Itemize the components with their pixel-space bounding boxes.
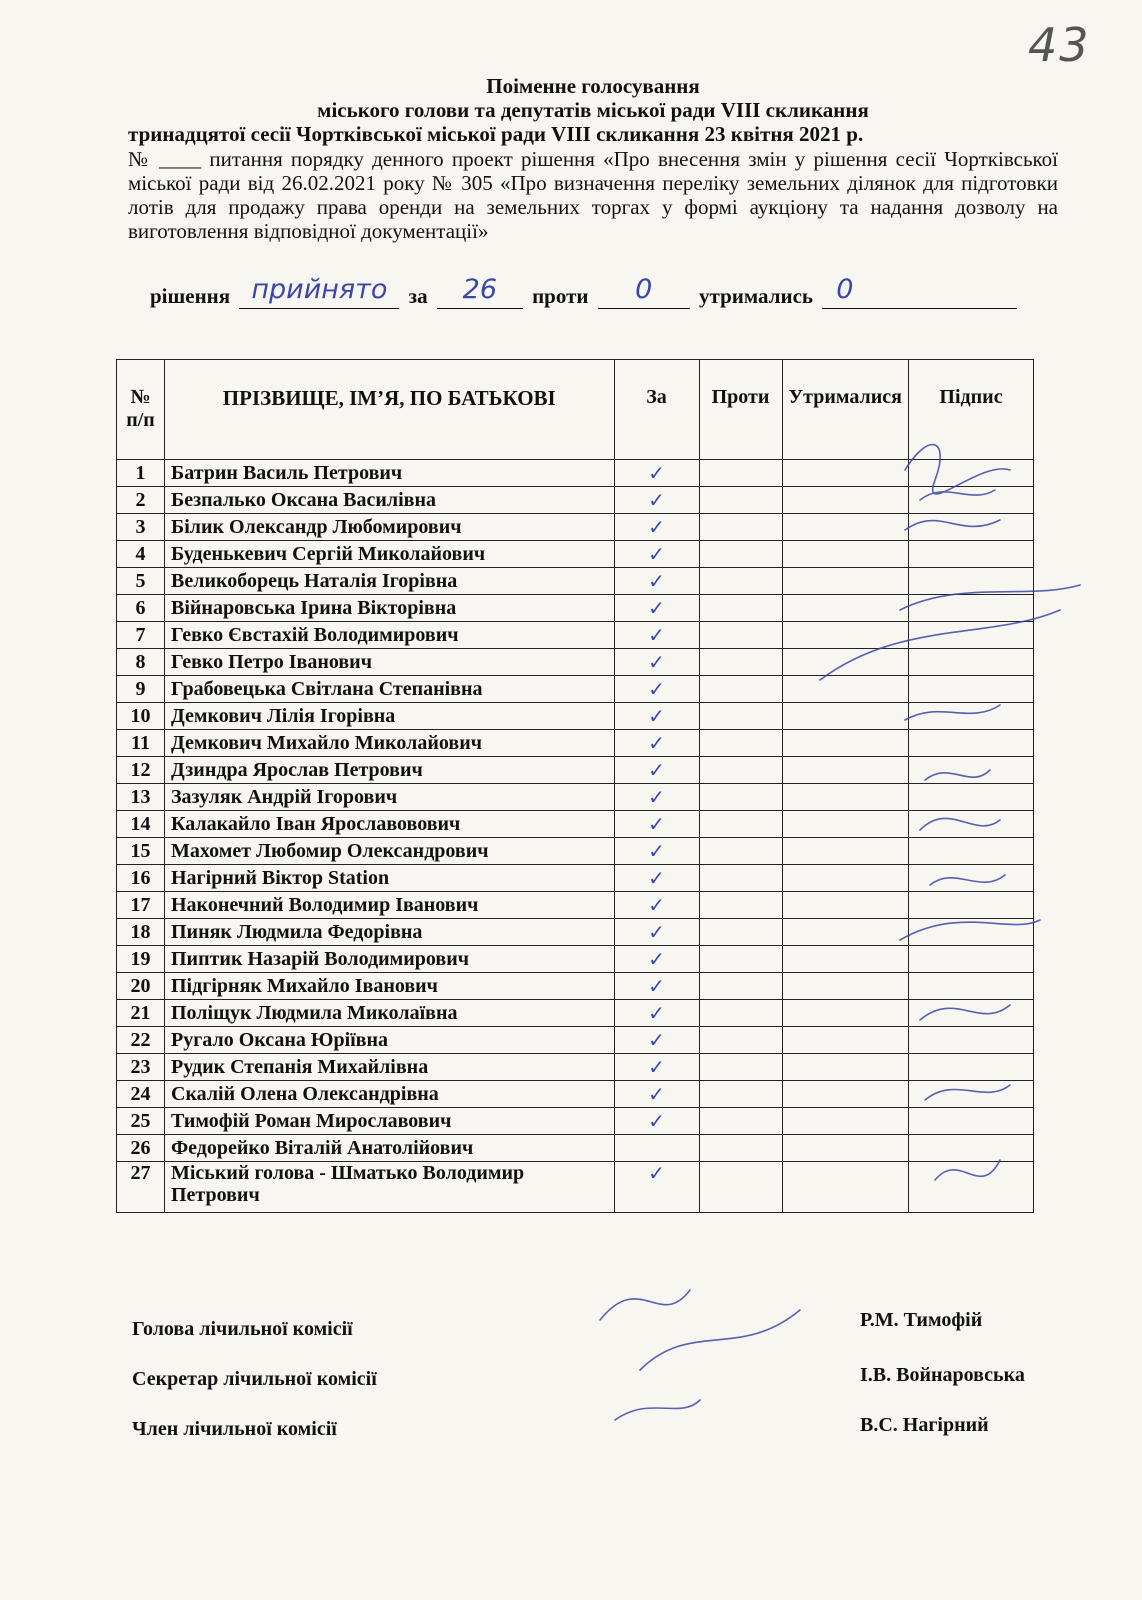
header-line-2: міського голови та депутатів міської ради VIII скликання xyxy=(317,98,869,122)
row-signature xyxy=(909,1081,1034,1108)
row-number: 2 xyxy=(117,487,165,514)
header-abstain: Утрималися xyxy=(782,360,909,460)
decision-value: прийнято xyxy=(251,274,388,305)
row-vote-for: ✓ xyxy=(614,703,699,730)
row-vote-abstain xyxy=(782,1162,909,1213)
row-vote-for: ✓ xyxy=(614,1054,699,1081)
row-name: Гевко Євстахій Володимирович xyxy=(165,622,615,649)
footer-role-1: Голова лічильної комісії xyxy=(132,1318,353,1340)
row-vote-abstain xyxy=(782,1108,909,1135)
table-row xyxy=(117,514,1034,541)
row-vote-for: ✓ xyxy=(614,946,699,973)
row-number: 5 xyxy=(117,568,165,595)
row-number: 12 xyxy=(117,757,165,784)
against-label: проти xyxy=(532,284,589,308)
row-number: 4 xyxy=(117,541,165,568)
row-number: 17 xyxy=(117,892,165,919)
row-vote-abstain xyxy=(782,838,909,865)
row-signature xyxy=(909,1000,1034,1027)
row-number: 8 xyxy=(117,649,165,676)
table-row xyxy=(117,730,1034,757)
row-signature xyxy=(909,595,1034,622)
row-vote-abstain xyxy=(782,919,909,946)
row-vote-abstain xyxy=(782,1000,909,1027)
row-vote-abstain xyxy=(782,811,909,838)
row-number: 11 xyxy=(117,730,165,757)
table-row xyxy=(117,1162,1034,1213)
row-name: Нагірний Віктор Station xyxy=(165,865,615,892)
row-signature xyxy=(909,838,1034,865)
row-signature xyxy=(909,730,1034,757)
row-vote-against xyxy=(699,1081,782,1108)
for-label: за xyxy=(408,284,428,308)
row-signature xyxy=(909,1135,1034,1162)
row-signature xyxy=(909,1162,1034,1213)
row-vote-for: ✓ xyxy=(614,1027,699,1054)
row-name: Зазуляк Андрій Ігорович xyxy=(165,784,615,811)
row-vote-abstain xyxy=(782,514,909,541)
row-name: Батрин Василь Петрович xyxy=(165,460,615,487)
row-vote-against xyxy=(699,487,782,514)
row-vote-against xyxy=(699,1054,782,1081)
row-vote-for: ✓ xyxy=(614,487,699,514)
row-name: Федорейко Віталій Анатолійович xyxy=(165,1135,615,1162)
row-vote-for: ✓ xyxy=(614,973,699,1000)
footer-role-3: Член лічильної комісії xyxy=(132,1418,337,1440)
row-number: 15 xyxy=(117,838,165,865)
row-signature xyxy=(909,1027,1034,1054)
row-signature xyxy=(909,973,1034,1000)
row-vote-for: ✓ xyxy=(614,1000,699,1027)
row-vote-for: ✓ xyxy=(614,514,699,541)
row-vote-abstain xyxy=(782,784,909,811)
row-name: Скалій Олена Олександрівна xyxy=(165,1081,615,1108)
row-vote-against xyxy=(699,541,782,568)
footer-signature-3 xyxy=(615,1400,700,1420)
row-signature xyxy=(909,676,1034,703)
row-name: Білик Олександр Любомирович xyxy=(165,514,615,541)
table-row xyxy=(117,487,1034,514)
row-signature xyxy=(909,892,1034,919)
row-vote-abstain xyxy=(782,568,909,595)
row-vote-for: ✓ xyxy=(614,730,699,757)
row-name: Буденькевич Сергій Миколайович xyxy=(165,541,615,568)
row-name: Грабовецька Світлана Степанівна xyxy=(165,676,615,703)
row-signature xyxy=(909,514,1034,541)
row-vote-for xyxy=(614,1135,699,1162)
row-name: Наконечний Володимир Іванович xyxy=(165,892,615,919)
table-row xyxy=(117,1000,1034,1027)
row-signature xyxy=(909,1108,1034,1135)
row-number: 26 xyxy=(117,1135,165,1162)
row-vote-against xyxy=(699,1027,782,1054)
table-row xyxy=(117,1135,1034,1162)
row-signature xyxy=(909,703,1034,730)
row-vote-for: ✓ xyxy=(614,541,699,568)
for-value: 26 xyxy=(462,274,497,305)
row-vote-abstain xyxy=(782,460,909,487)
table-row xyxy=(117,568,1034,595)
row-vote-abstain xyxy=(782,1054,909,1081)
decision-line xyxy=(150,274,1050,309)
table-row xyxy=(117,811,1034,838)
row-signature xyxy=(909,487,1034,514)
table-row xyxy=(117,1027,1034,1054)
row-name: Підгірняк Михайло Іванович xyxy=(165,973,615,1000)
against-field xyxy=(598,274,690,309)
row-name: Війнаровська Ірина Вікторівна xyxy=(165,595,615,622)
row-vote-against xyxy=(699,676,782,703)
row-signature xyxy=(909,460,1034,487)
header-for: За xyxy=(614,360,699,460)
row-vote-against xyxy=(699,1108,782,1135)
row-vote-abstain xyxy=(782,757,909,784)
row-number: 27 xyxy=(117,1162,165,1213)
footer-person-2: І.В. Войнаровська xyxy=(860,1364,1025,1386)
row-vote-abstain xyxy=(782,541,909,568)
table-row xyxy=(117,1081,1034,1108)
row-signature xyxy=(909,649,1034,676)
row-vote-for: ✓ xyxy=(614,811,699,838)
row-vote-against xyxy=(699,1135,782,1162)
row-vote-for: ✓ xyxy=(614,595,699,622)
row-number: 25 xyxy=(117,1108,165,1135)
row-vote-abstain xyxy=(782,622,909,649)
row-name: Великоборець Наталія Ігорівна xyxy=(165,568,615,595)
row-vote-against xyxy=(699,1000,782,1027)
footer-role-2: Секретар лічильної комісії xyxy=(132,1368,377,1390)
row-number: 16 xyxy=(117,865,165,892)
row-vote-for: ✓ xyxy=(614,676,699,703)
footer-signature-1 xyxy=(600,1290,690,1320)
footer-person-3: В.С. Нагірний xyxy=(860,1414,989,1436)
row-name: Міський голова - Шматько Володимир Петрович xyxy=(165,1162,615,1213)
row-number: 10 xyxy=(117,703,165,730)
row-vote-against xyxy=(699,784,782,811)
table-row xyxy=(117,703,1034,730)
row-signature xyxy=(909,919,1034,946)
row-signature xyxy=(909,811,1034,838)
row-number: 3 xyxy=(117,514,165,541)
row-vote-for: ✓ xyxy=(614,892,699,919)
row-signature xyxy=(909,757,1034,784)
row-number: 22 xyxy=(117,1027,165,1054)
row-name: Махомет Любомир Олександрович xyxy=(165,838,615,865)
abstain-value: 0 xyxy=(836,274,854,305)
row-vote-for: ✓ xyxy=(614,865,699,892)
row-name: Безпалько Оксана Василівна xyxy=(165,487,615,514)
table-row xyxy=(117,838,1034,865)
row-vote-abstain xyxy=(782,973,909,1000)
row-name: Пиптик Назарій Володимирович xyxy=(165,946,615,973)
row-vote-against xyxy=(699,892,782,919)
row-number: 1 xyxy=(117,460,165,487)
table-row xyxy=(117,1108,1034,1135)
row-vote-for: ✓ xyxy=(614,784,699,811)
row-number: 14 xyxy=(117,811,165,838)
table-row xyxy=(117,865,1034,892)
header-name: ПРІЗВИЩЕ, ІМ’Я, ПО БАТЬКОВІ xyxy=(165,360,615,460)
row-vote-abstain xyxy=(782,595,909,622)
row-vote-for: ✓ xyxy=(614,757,699,784)
page-number: 43 xyxy=(1028,18,1091,72)
row-vote-abstain xyxy=(782,487,909,514)
row-vote-for: ✓ xyxy=(614,919,699,946)
table-row xyxy=(117,757,1034,784)
row-signature xyxy=(909,541,1034,568)
footer-signature-2 xyxy=(640,1310,800,1370)
against-value: 0 xyxy=(635,274,653,305)
header-against: Проти xyxy=(699,360,782,460)
row-signature xyxy=(909,622,1034,649)
row-vote-for: ✓ xyxy=(614,568,699,595)
row-number: 20 xyxy=(117,973,165,1000)
abstain-label: утримались xyxy=(699,284,814,308)
document-header xyxy=(128,74,1058,243)
row-name: Демкович Лілія Ігорівна xyxy=(165,703,615,730)
row-signature xyxy=(909,865,1034,892)
table-header-row xyxy=(117,360,1034,460)
row-vote-abstain xyxy=(782,946,909,973)
row-signature xyxy=(909,946,1034,973)
row-vote-against xyxy=(699,460,782,487)
footer-person-1: Р.М. Тимофій xyxy=(860,1309,983,1331)
row-vote-abstain xyxy=(782,1081,909,1108)
row-vote-for: ✓ xyxy=(614,1081,699,1108)
row-number: 19 xyxy=(117,946,165,973)
row-name: Демкович Михайло Миколайович xyxy=(165,730,615,757)
row-signature xyxy=(909,1054,1034,1081)
row-vote-against xyxy=(699,649,782,676)
row-vote-abstain xyxy=(782,730,909,757)
table-row xyxy=(117,1054,1034,1081)
row-vote-for: ✓ xyxy=(614,649,699,676)
row-vote-for: ✓ xyxy=(614,622,699,649)
row-vote-against xyxy=(699,514,782,541)
table-row xyxy=(117,784,1034,811)
table-row xyxy=(117,919,1034,946)
row-vote-abstain xyxy=(782,676,909,703)
header-num: № п/п xyxy=(117,360,165,460)
decision-label: рішення xyxy=(150,284,231,308)
table-row xyxy=(117,649,1034,676)
row-vote-abstain xyxy=(782,1135,909,1162)
row-vote-for: ✓ xyxy=(614,460,699,487)
row-name: Тимофій Роман Мирославович xyxy=(165,1108,615,1135)
document-title: Поіменне голосування xyxy=(486,74,700,98)
row-vote-for: ✓ xyxy=(614,1108,699,1135)
row-signature xyxy=(909,568,1034,595)
row-number: 7 xyxy=(117,622,165,649)
table-row xyxy=(117,595,1034,622)
row-vote-abstain xyxy=(782,865,909,892)
row-name: Ругало Оксана Юріївна xyxy=(165,1027,615,1054)
row-name: Гевко Петро Іванович xyxy=(165,649,615,676)
row-vote-against xyxy=(699,919,782,946)
table-row xyxy=(117,946,1034,973)
table-row xyxy=(117,676,1034,703)
header-signature: Підпис xyxy=(909,360,1034,460)
row-vote-abstain xyxy=(782,892,909,919)
row-vote-against xyxy=(699,973,782,1000)
row-signature xyxy=(909,784,1034,811)
header-line-3: тринадцятої сесії Чортківської міської ради VIII скликання 23 квітня 2021 р. xyxy=(128,122,864,146)
row-vote-against xyxy=(699,838,782,865)
vote-table xyxy=(116,359,1034,1213)
row-number: 18 xyxy=(117,919,165,946)
abstain-field xyxy=(822,274,1017,309)
row-name: Рудик Степанія Михайлівна xyxy=(165,1054,615,1081)
row-vote-abstain xyxy=(782,1027,909,1054)
decision-field xyxy=(239,274,399,309)
table-row xyxy=(117,460,1034,487)
table-row xyxy=(117,892,1034,919)
row-vote-against xyxy=(699,703,782,730)
row-vote-abstain xyxy=(782,703,909,730)
row-vote-against xyxy=(699,730,782,757)
table-body xyxy=(117,460,1034,1213)
row-number: 21 xyxy=(117,1000,165,1027)
row-vote-against xyxy=(699,595,782,622)
row-vote-against xyxy=(699,568,782,595)
row-number: 23 xyxy=(117,1054,165,1081)
agenda-item: № ____ питання порядку денного проект рішення «Про внесення змін у рішення сесії Чортківської міської ради від 26.02.2021 року № 305 «Про визначення переліку земельних ділянок для підготовки лотів для продажу права оренди на земельних торгах у формі аукціону та надання дозволу на виготовлення відповідної документації» xyxy=(128,147,1058,243)
row-number: 6 xyxy=(117,595,165,622)
table-row xyxy=(117,622,1034,649)
table-row xyxy=(117,541,1034,568)
row-number: 13 xyxy=(117,784,165,811)
row-vote-against xyxy=(699,757,782,784)
row-name: Пиняк Людмила Федорівна xyxy=(165,919,615,946)
table-row xyxy=(117,973,1034,1000)
row-vote-against xyxy=(699,811,782,838)
row-name: Дзиндра Ярослав Петрович xyxy=(165,757,615,784)
row-vote-against xyxy=(699,1162,782,1213)
row-vote-for: ✓ xyxy=(614,838,699,865)
row-number: 24 xyxy=(117,1081,165,1108)
row-vote-against xyxy=(699,865,782,892)
row-vote-against xyxy=(699,622,782,649)
row-number: 9 xyxy=(117,676,165,703)
row-name: Калакайло Іван Ярославовович xyxy=(165,811,615,838)
row-vote-abstain xyxy=(782,649,909,676)
row-vote-for: ✓ xyxy=(614,1162,699,1213)
row-name: Поліщук Людмила Миколаївна xyxy=(165,1000,615,1027)
row-vote-against xyxy=(699,946,782,973)
for-field xyxy=(437,274,523,309)
